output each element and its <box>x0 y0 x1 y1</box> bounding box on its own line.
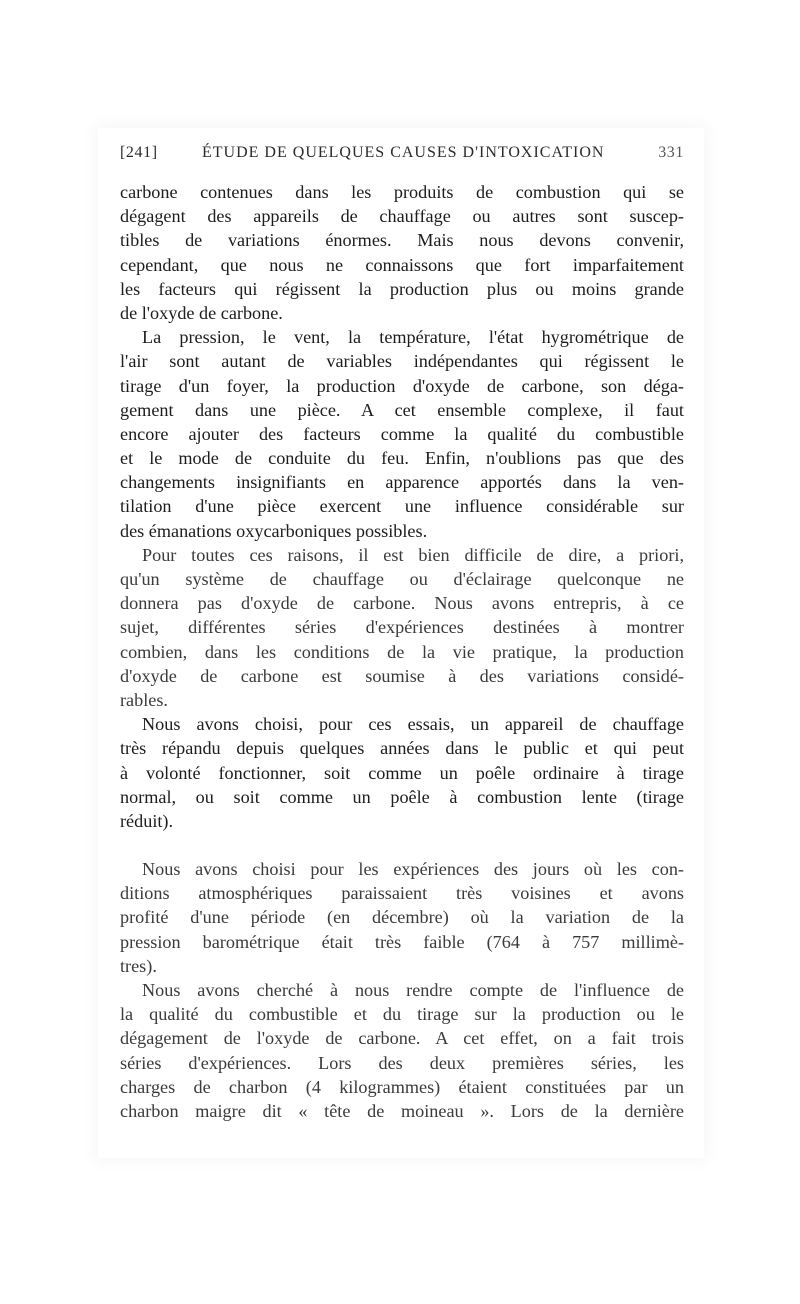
paragraph-5 <box>120 857 684 978</box>
text-line: tirage d'un foyer, la production d'oxyde de carbone, son déga- <box>120 375 684 396</box>
text-line: changements insignifiants en apparence apportés dans la ven- <box>120 472 684 493</box>
section-gap <box>120 833 684 857</box>
paragraph-3 <box>120 543 684 712</box>
text-line: charges de charbon (4 kilogrammes) étaient constituées par un <box>120 1076 684 1097</box>
text-line: Nous avons choisi pour les expériences des jours où les con- <box>142 859 684 880</box>
page-reference: [241] <box>120 144 158 161</box>
text-line: encore ajouter des facteurs comme la qualité du combustible <box>120 423 684 444</box>
text-line: Nous avons cherché à nous rendre compte de l'influence de <box>142 980 684 1000</box>
text-line: séries d'expériences. Lors des deux premières séries, les <box>120 1052 684 1073</box>
running-header <box>120 144 684 166</box>
page-body <box>120 180 684 1123</box>
text-line: cependant, que nous ne connaissons que fort imparfaitement <box>120 254 684 275</box>
text-line: tilation d'une pièce exercent une influence considérable sur <box>120 496 684 517</box>
text-line: pression barométrique était très faible (764 à 757 millimè- <box>120 931 684 952</box>
text-line: Pour toutes ces raisons, il est bien difficile de dire, a priori, <box>142 544 684 565</box>
text-line: et le mode de conduite du feu. Enfin, n'oublions pas que des <box>120 448 684 469</box>
text-line: gement dans une pièce. A cet ensemble complexe, il faut <box>120 399 684 420</box>
text-line: réduit). <box>120 810 174 831</box>
text-line: tibles de variations énormes. Mais nous devons convenir, <box>120 230 684 251</box>
text-line: d'oxyde de carbone est soumise à des variations considé- <box>120 665 684 686</box>
text-line: ditions atmosphériques paraissaient très voisines et avons <box>120 883 684 904</box>
running-title: ÉTUDE DE QUELQUES CAUSES D'INTOXICATION <box>202 144 605 161</box>
paragraph-2 <box>120 325 684 543</box>
paragraph-1 <box>120 180 684 325</box>
text-line: des émanations oxycarboniques possibles. <box>120 520 428 541</box>
text-line: donnera pas d'oxyde de carbone. Nous avons entrepris, à ce <box>120 593 684 614</box>
text-line: de l'oxyde de carbone. <box>120 302 283 323</box>
text-line: qu'un système de chauffage ou d'éclairage quelconque ne <box>120 569 684 589</box>
text-line: carbone contenues dans les produits de combustion qui se <box>120 182 684 202</box>
page-number: 331 <box>658 144 684 161</box>
text-line: profité d'une période (en décembre) où la variation de la <box>120 907 684 928</box>
text-line: la qualité du combustible et du tirage sur la production ou le <box>120 1004 684 1025</box>
text-line: dégagent des appareils de chauffage ou autres sont suscep- <box>120 206 684 227</box>
text-line: sujet, différentes séries d'expériences destinées à montrer <box>120 617 684 638</box>
text-line: les facteurs qui régissent la production plus ou moins grande <box>120 278 684 299</box>
text-line: très répandu depuis quelques années dans le public et qui peut <box>120 738 684 759</box>
paragraph-4 <box>120 712 684 833</box>
text-line: à volonté fonctionner, soit comme un poêle ordinaire à tirage <box>120 762 684 783</box>
text-line: La pression, le vent, la température, l'état hygrométrique de <box>142 327 684 348</box>
text-line: normal, ou soit comme un poêle à combustion lente (tirage <box>120 786 684 807</box>
text-line: rables. <box>120 689 168 710</box>
text-line: charbon maigre dit « tête de moineau ». Lors de la dernière <box>120 1100 684 1121</box>
text-line: Nous avons choisi, pour ces essais, un appareil de chauffage <box>142 714 684 735</box>
paragraph-6 <box>120 978 684 1123</box>
text-line: l'air sont autant de variables indépendantes qui régissent le <box>120 351 684 372</box>
text-line: combien, dans les conditions de la vie pratique, la production <box>120 641 684 662</box>
book-page <box>98 128 704 1158</box>
text-line: dégagement de l'oxyde de carbone. A cet effet, on a fait trois <box>120 1028 684 1049</box>
text-line: tres). <box>120 955 157 976</box>
